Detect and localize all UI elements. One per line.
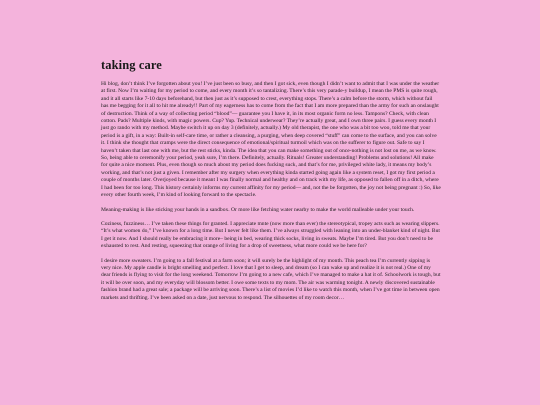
post-paragraph: Meaning-making is like sticking your hands in a sandbox. Or more like fetching water nearby to make the world malleable under your touch. bbox=[101, 206, 415, 213]
blog-post bbox=[101, 0, 441, 302]
post-title: taking care bbox=[101, 58, 162, 72]
post-paragraph: Coziness, fuzziness… I’ve taken these things for granted. I appreciate mnte (now more than ever) the stereotypical, tropey acts such as wearing slippers. “It’s what women do,” I’ve known for a long time. But I never felt like them. I’ve always struggled with leaning into an under-blanket kind of night. But I get it now. And I should really be embracing it more– being in bed, wearing thick socks, living in sweats. Maybe I’m tired. But you don’t need to be exhausted to rest. And resting, squeezing that orange of living for a drop of sweetness, what more could we be here for? bbox=[101, 220, 440, 250]
post-paragraph: I desire more sweaters. I’m going to a fall festival at a farm soon; it will surely be the highlight of my month. This peach tea I’m currently sipping is very nice. My apple candle is bright smelling and perfect. I love that I get to sleep, and dream (so I can wake up and realize it is not real.) One of my dear friends is flying to visit for the long weekend. Tomorrow I’m going to a new cafe, which I’ve managed to make a hat it of. Schoolwork is tough, but it will be over soon, and my everyday will blossom better. I owe some texts to my mom. The air was warming tonight. A newly discovered sustainable fashion brand had a great sale; a package will be arriving soon. There’s a list of movies I’d like to watch this month, when I’ve got time in between open markets and thrifting. I’ve been asked on a date, just nervous to respond. The silhouettes of my room decor… bbox=[101, 257, 441, 301]
post-paragraph: Hi blog, don’t think I’ve forgotten about you! I’ve just been so busy, and then I got sick, even though I didn’t want to admit that I was under the weather at first. Now I’m waiting for my period to come, and every month it’s so tantalizing. There’s this very parade-y buildup, I mean the PMS is quite rough, and it all starts like 7-10 days beforehand, but then just as it’s supposed to crest, everything stops. There’s a calm before the storm, which without fail has me begging for it all to hit me already!! Part of my eagerness has to come from the fact that I am more prepared than the army for such an onslaught of destruction. Think of a way of collecting period “blood”— guarantee you I have it, in its most organic form no less. Tampons? Check, with clean cotton. Pads? Multiple kinds, with magic powers. Cup? Yup. Technical underwear? They’re actually great, and I own three pairs. I guess every month I just go rando with my method. Maybe switch it up on day 3 (definitely, actually.) My old therapist, the one who was a bit too woo, told me that your period is a gift, in a way: Built-in self-care time, or rather a cleansing, a purging, when deep covered “stuff” can come to the surface, and you can solve it. I think she thought that cramps were the direct consequence of emotional/spiritual turmoil which was on the sufferer to figure out. Safe to say I haven’t taken that last one with me, but the rest sticks, kinda. The idea that you can make something out of once-nothing is not lost on me, as we know. So, being able to ceremonify your period, yeah sure, I’m there. Definitely, actually. Rituals! Greater understanding! Problems and solutions! All make for quite a nice moment. Plus, even though so much about my period does fucking suck, and that’s for me, privileged white lady, it means my body’s working, and that’s not just a given. I remember after my surgery when everything kinda started going again like a system reset, I got my first period a couple of months later. Overjoyed because it meant I was finally normal and healthy and on track with my life, as opposed to fallen off in a ditch, where I had been for too long. This history certainly informs my current affinity for my period— and, not the be forgotten, the joy not being pregnant :) So, like every other fourth week, I’m kind of looking forward to the spectacle. bbox=[101, 81, 441, 199]
